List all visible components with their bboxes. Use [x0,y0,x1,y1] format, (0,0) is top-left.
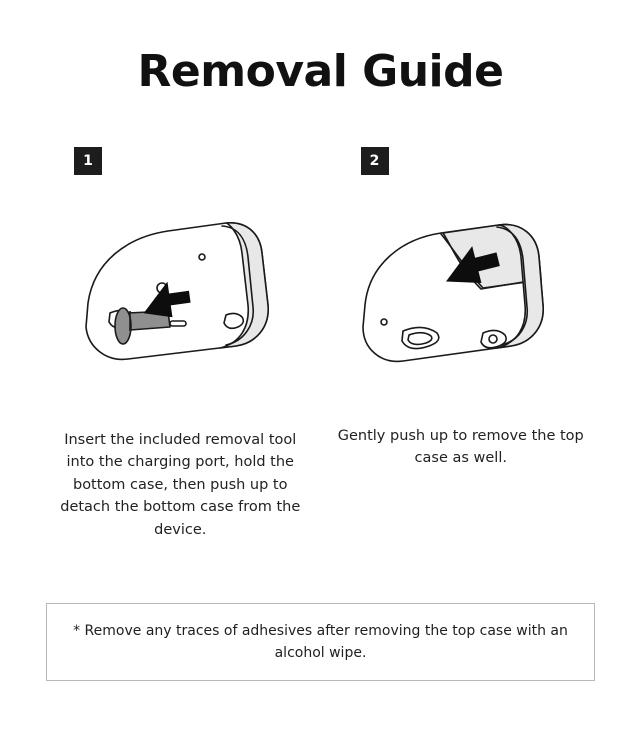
earbud-case-with-removal-tool-illustration [50,193,310,423]
step-1-caption: Insert the included removal tool into the charging port, hold the bottom case, then push up to detach the bottom case from the device. [60,432,301,538]
note-text: * Remove any traces of adhesives after removing the top case with an alcohol wipe. [73,622,568,661]
step-2-illustration [331,193,592,423]
step-2-caption: Gently push up to remove the top case as well. [337,428,584,467]
page-title: Removal Guide [137,46,504,97]
step-1 [40,147,321,541]
step-2 [321,147,602,541]
note-box [46,603,595,681]
steps-container [0,147,641,541]
step-2-number-badge: 2 [361,147,389,175]
step-1-illustration [50,193,311,423]
earbud-case-top-removal-illustration [331,193,591,423]
step-1-number-badge: 1 [74,147,102,175]
